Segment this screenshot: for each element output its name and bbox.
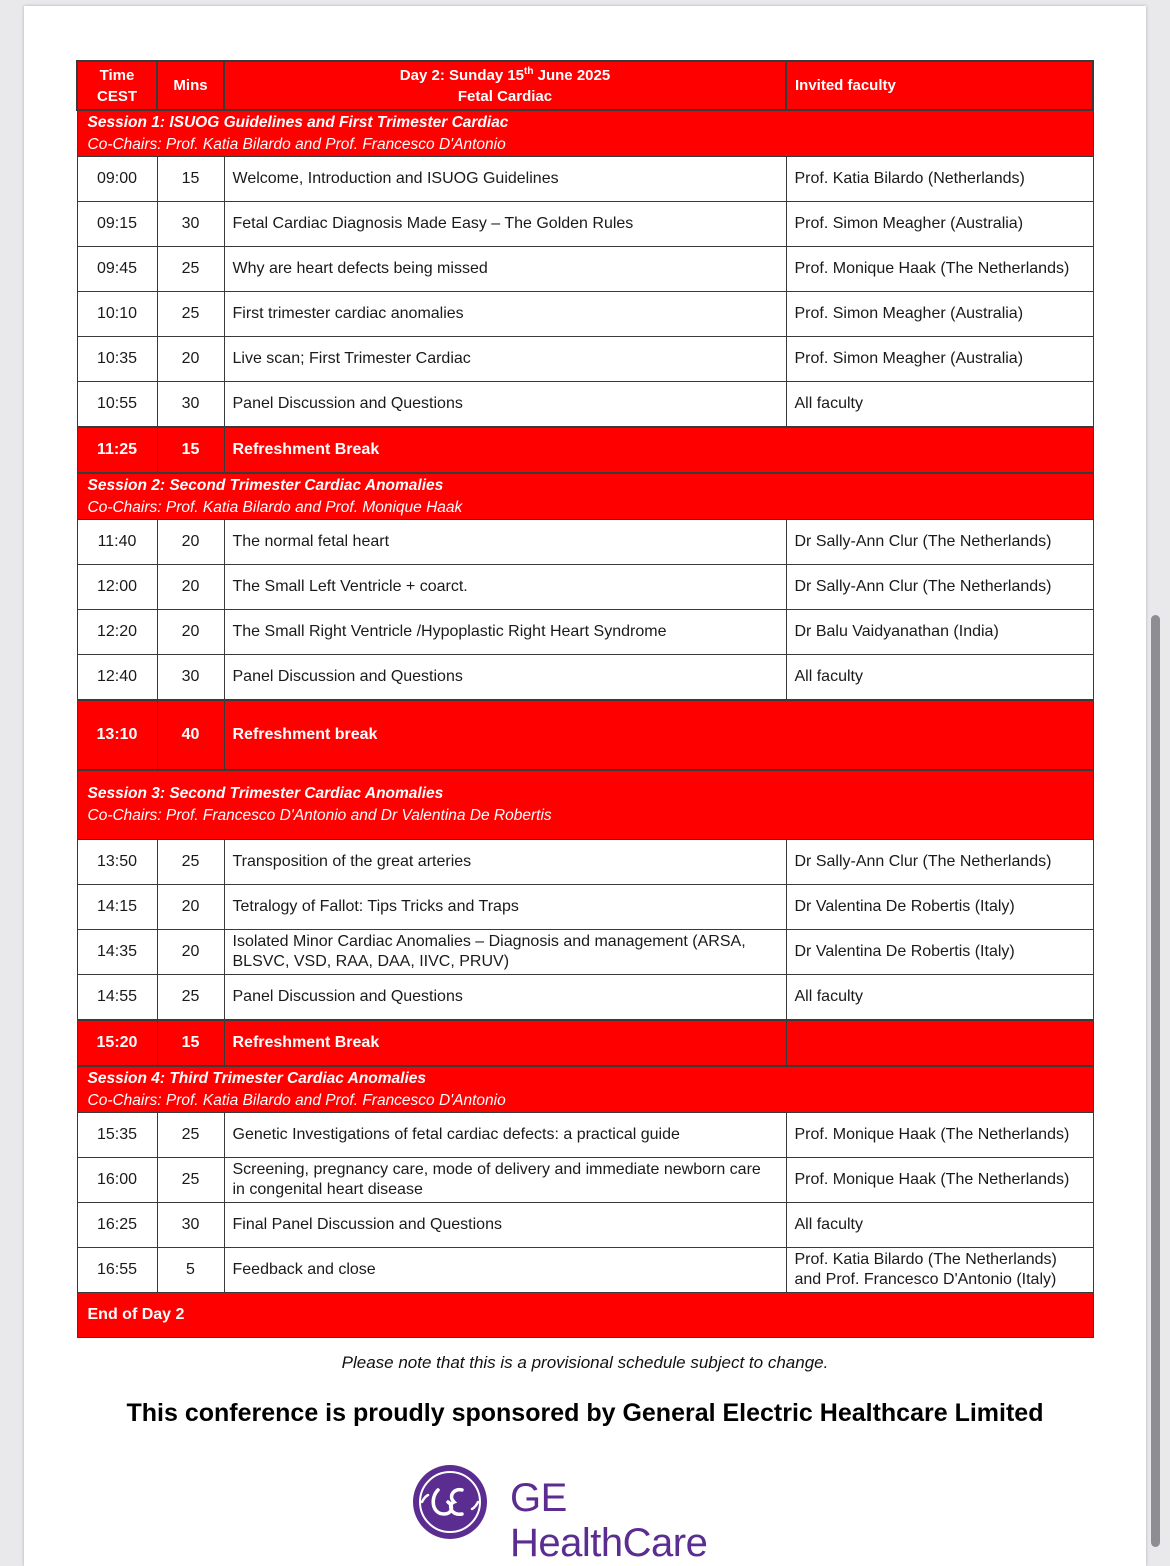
table-row xyxy=(77,1248,1093,1293)
session-title: Session 4: Third Trimester Cardiac Anomalies xyxy=(87,1069,427,1087)
table-row xyxy=(77,610,1093,655)
table-row xyxy=(77,655,1093,701)
table-row xyxy=(77,565,1093,610)
time-cell: 10:35 xyxy=(77,337,157,382)
time-cell: 14:35 xyxy=(77,930,157,975)
faculty-cell: Dr Sally-Ann Clur (The Netherlands) xyxy=(786,520,1093,565)
mins-cell: 25 xyxy=(157,247,224,292)
time-cell: 12:20 xyxy=(77,610,157,655)
title-cell: Isolated Minor Cardiac Anomalies – Diagnosis and management (ARSA, BLSVC, VSD, RAA, DAA, IIVC, PRUV) xyxy=(224,930,786,975)
mins-cell: 20 xyxy=(157,930,224,975)
mins-cell: 15 xyxy=(157,1020,224,1066)
title-cell: Welcome, Introduction and ISUOG Guidelines xyxy=(224,157,786,202)
mins-cell: 20 xyxy=(157,565,224,610)
title-cell: Screening, pregnancy care, mode of delivery and immediate newborn care in congenital heart disease xyxy=(224,1158,786,1203)
time-cell: 12:00 xyxy=(77,565,157,610)
title-cell: The Small Right Ventricle /Hypoplastic Right Heart Syndrome xyxy=(224,610,786,655)
mins-cell: 30 xyxy=(157,655,224,701)
title-cell: Fetal Cardiac Diagnosis Made Easy – The Golden Rules xyxy=(224,202,786,247)
faculty-cell: Prof. Monique Haak (The Netherlands) xyxy=(786,1113,1093,1158)
provisional-note: Please note that this is a provisional schedule subject to change. xyxy=(341,1353,829,1372)
mins-cell: 25 xyxy=(157,292,224,337)
break-row xyxy=(77,700,1093,770)
mins-cell: 15 xyxy=(157,157,224,202)
time-cell: 12:40 xyxy=(77,655,157,701)
title-cell: The Small Left Ventricle + coarct. xyxy=(224,565,786,610)
faculty-cell: Prof. Simon Meagher (Australia) xyxy=(786,337,1093,382)
faculty-cell: Prof. Simon Meagher (Australia) xyxy=(786,202,1093,247)
time-cell: 15:35 xyxy=(77,1113,157,1158)
break-title-cell: Refreshment Break xyxy=(224,427,1093,473)
faculty-cell: Dr Valentina De Robertis (Italy) xyxy=(786,885,1093,930)
mins-cell: 30 xyxy=(157,1203,224,1248)
title-cell: Why are heart defects being missed xyxy=(224,247,786,292)
time-cell: 14:15 xyxy=(77,885,157,930)
time-cell: 14:55 xyxy=(77,975,157,1021)
table-row xyxy=(77,157,1093,202)
time-cell: 16:00 xyxy=(77,1158,157,1203)
title-cell: Transposition of the great arteries xyxy=(224,840,786,885)
faculty-cell: Prof. Monique Haak (The Netherlands) xyxy=(786,1158,1093,1203)
title-cell: Panel Discussion and Questions xyxy=(224,382,786,428)
mins-cell: 25 xyxy=(157,975,224,1021)
mins-cell: 15 xyxy=(157,427,224,473)
sponsor-statement: This conference is proudly sponsored by General Electric Healthcare Limited xyxy=(126,1399,1044,1427)
table-row xyxy=(77,292,1093,337)
mins-cell: 20 xyxy=(157,520,224,565)
table-header-row xyxy=(77,61,1093,110)
session-row xyxy=(77,770,1093,840)
table-row xyxy=(77,1113,1093,1158)
time-cell: 13:50 xyxy=(77,840,157,885)
mins-cell: 25 xyxy=(157,1113,224,1158)
title-cell: Live scan; First Trimester Cardiac xyxy=(224,337,786,382)
title-cell: Tetralogy of Fallot: Tips Tricks and Traps xyxy=(224,885,786,930)
mins-cell: 20 xyxy=(157,885,224,930)
end-of-day-label: End of Day 2 xyxy=(77,1293,1093,1338)
table-row xyxy=(77,930,1093,975)
mins-cell: 20 xyxy=(157,337,224,382)
session-title: Session 1: ISUOG Guidelines and First Trimester Cardiac xyxy=(87,113,509,131)
session-chairs: Co-Chairs: Prof. Katia Bilardo and Prof. Francesco D'Antonio xyxy=(87,1091,506,1109)
title-cell: Feedback and close xyxy=(224,1248,786,1293)
title-cell: First trimester cardiac anomalies xyxy=(224,292,786,337)
ge-healthcare-logo xyxy=(410,1462,760,1565)
time-cell: 09:45 xyxy=(77,247,157,292)
faculty-cell: Prof. Monique Haak (The Netherlands) xyxy=(786,247,1093,292)
session-row xyxy=(77,1066,1093,1113)
faculty-cell: All faculty xyxy=(786,382,1093,428)
time-cell: 09:15 xyxy=(77,202,157,247)
break-row xyxy=(77,427,1093,473)
ge-monogram-icon xyxy=(410,1462,490,1542)
session-row xyxy=(77,110,1093,157)
day-column-header: Day 2: Sunday 15th June 2025 Fetal Cardiac xyxy=(224,61,786,110)
faculty-column-header: Invited faculty xyxy=(786,61,1093,110)
faculty-cell: All faculty xyxy=(786,655,1093,701)
faculty-cell: Prof. Katia Bilardo (Netherlands) xyxy=(786,157,1093,202)
table-row xyxy=(77,1203,1093,1248)
table-row xyxy=(77,202,1093,247)
faculty-cell: Dr Balu Vaidyanathan (India) xyxy=(786,610,1093,655)
title-cell: Panel Discussion and Questions xyxy=(224,655,786,701)
table-row xyxy=(77,247,1093,292)
empty-cell xyxy=(786,1020,1093,1066)
faculty-cell: Prof. Katia Bilardo (The Netherlands) and Prof. Francesco D'Antonio (Italy) xyxy=(786,1248,1093,1293)
mins-cell: 30 xyxy=(157,382,224,428)
table-row xyxy=(77,885,1093,930)
title-cell: The normal fetal heart xyxy=(224,520,786,565)
time-column-header: Time CEST xyxy=(77,61,157,110)
time-cell: 10:55 xyxy=(77,382,157,428)
faculty-cell: All faculty xyxy=(786,975,1093,1021)
session-chairs: Co-Chairs: Prof. Francesco D'Antonio and Dr Valentina De Robertis xyxy=(87,807,552,824)
time-cell: 13:10 xyxy=(77,700,157,770)
table-row xyxy=(77,840,1093,885)
session-chairs: Co-Chairs: Prof. Katia Bilardo and Prof. Francesco D'Antonio xyxy=(87,135,506,153)
table-row xyxy=(77,382,1093,428)
mins-cell: 5 xyxy=(157,1248,224,1293)
document-page xyxy=(24,6,1146,1566)
break-title-cell: Refreshment break xyxy=(224,700,1093,770)
title-cell: Final Panel Discussion and Questions xyxy=(224,1203,786,1248)
faculty-cell: Dr Valentina De Robertis (Italy) xyxy=(786,930,1093,975)
table-row xyxy=(77,975,1093,1021)
time-cell: 10:10 xyxy=(77,292,157,337)
title-cell: Genetic Investigations of fetal cardiac defects: a practical guide xyxy=(224,1113,786,1158)
time-cell: 11:25 xyxy=(77,427,157,473)
ge-healthcare-wordmark: GE HealthCare xyxy=(510,1476,708,1565)
faculty-cell: All faculty xyxy=(786,1203,1093,1248)
mins-cell: 20 xyxy=(157,610,224,655)
time-cell: 16:55 xyxy=(77,1248,157,1293)
session-title: Session 2: Second Trimester Cardiac Anomalies xyxy=(87,476,444,494)
faculty-cell: Dr Sally-Ann Clur (The Netherlands) xyxy=(786,840,1093,885)
time-cell: 11:40 xyxy=(77,520,157,565)
vertical-scrollbar[interactable] xyxy=(1151,615,1160,1547)
break-title-cell: Refreshment Break xyxy=(224,1020,786,1066)
mins-cell: 40 xyxy=(157,700,224,770)
time-cell: 16:25 xyxy=(77,1203,157,1248)
session-chairs: Co-Chairs: Prof. Katia Bilardo and Prof. Monique Haak xyxy=(87,498,463,516)
end-of-day-row xyxy=(77,1293,1093,1338)
session-title: Session 3: Second Trimester Cardiac Anomalies xyxy=(87,785,444,802)
session-row xyxy=(77,473,1093,520)
time-cell: 15:20 xyxy=(77,1020,157,1066)
table-row xyxy=(77,520,1093,565)
table-row xyxy=(77,1158,1093,1203)
mins-column-header: Mins xyxy=(157,61,224,110)
time-cell: 09:00 xyxy=(77,157,157,202)
title-cell: Panel Discussion and Questions xyxy=(224,975,786,1021)
faculty-cell: Dr Sally-Ann Clur (The Netherlands) xyxy=(786,565,1093,610)
mins-cell: 25 xyxy=(157,840,224,885)
mins-cell: 25 xyxy=(157,1158,224,1203)
mins-cell: 30 xyxy=(157,202,224,247)
faculty-cell: Prof. Simon Meagher (Australia) xyxy=(786,292,1093,337)
break-row xyxy=(77,1020,1093,1066)
schedule-table xyxy=(76,60,1094,1338)
table-row xyxy=(77,337,1093,382)
